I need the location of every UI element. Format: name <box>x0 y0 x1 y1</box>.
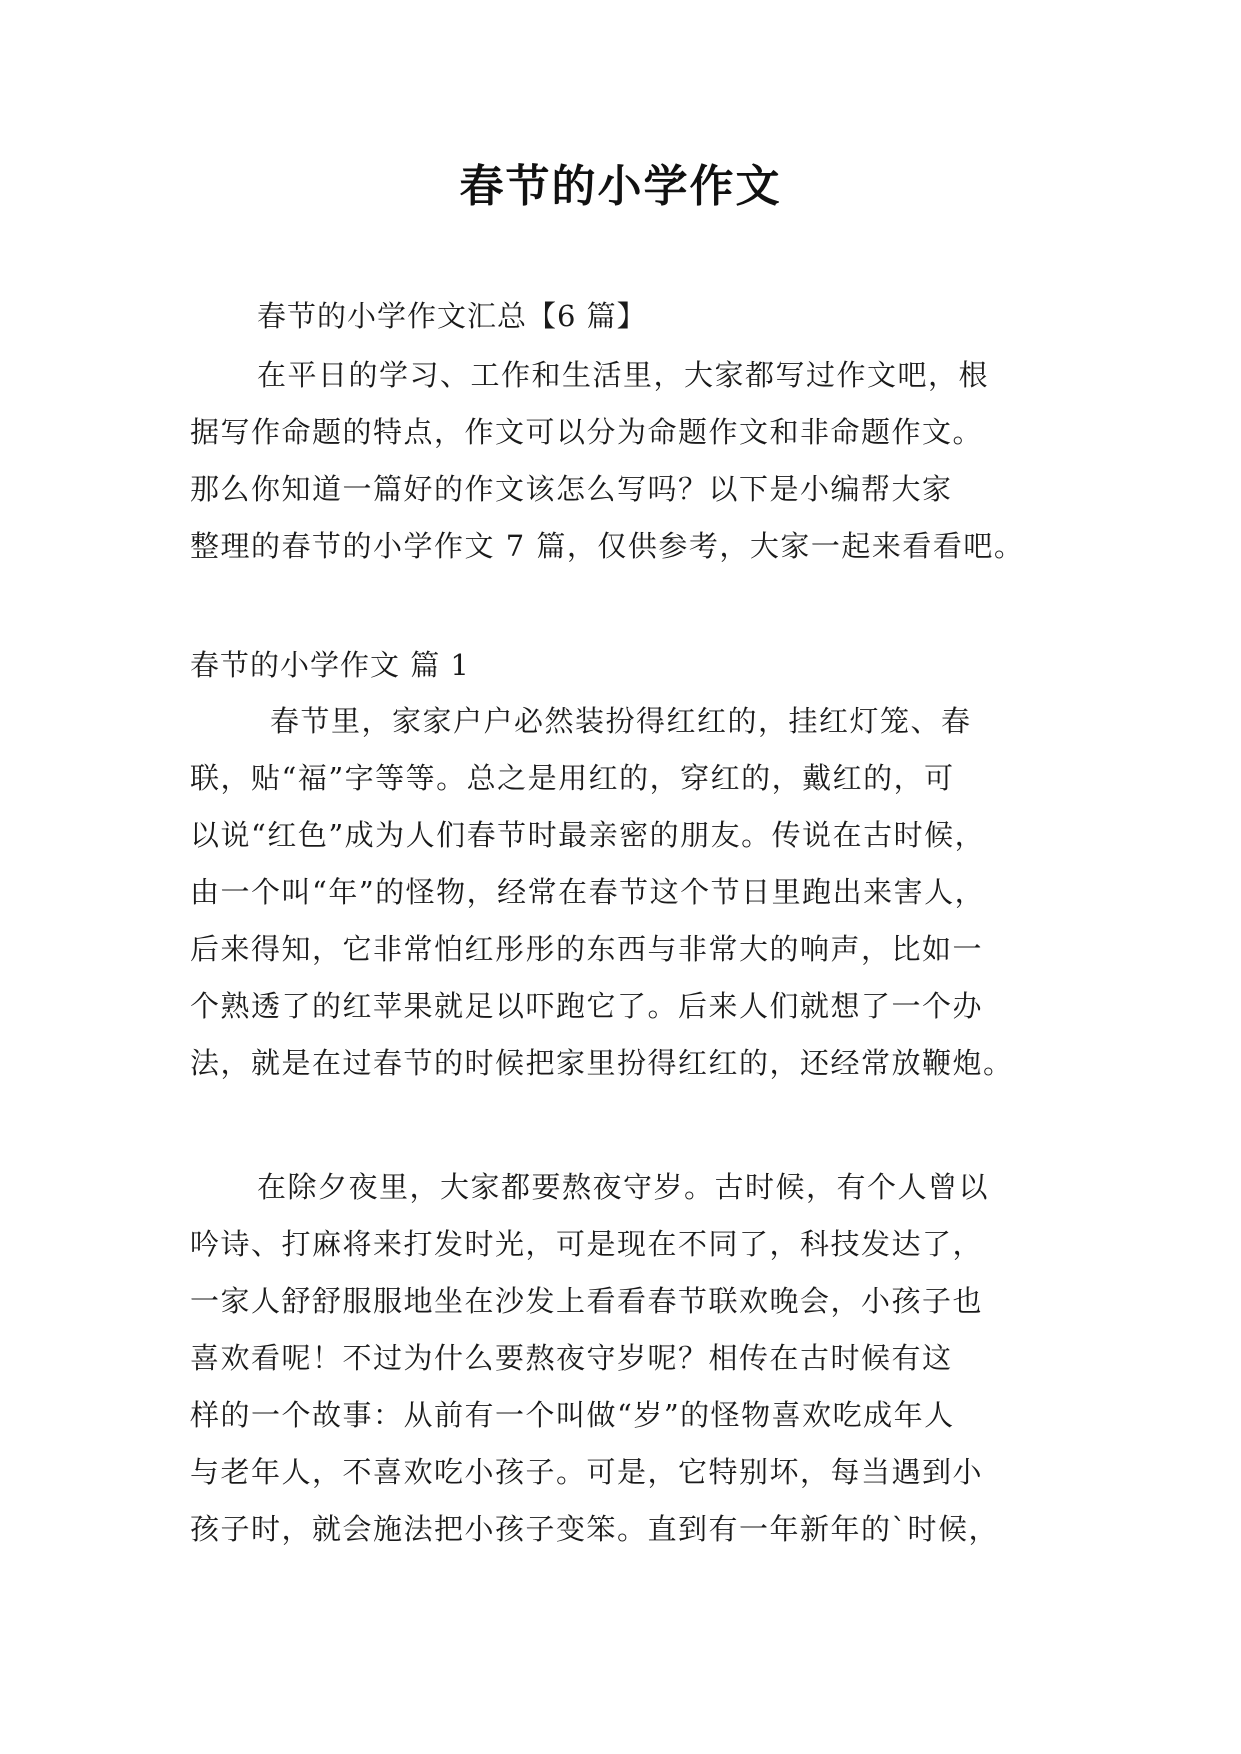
intro-line: 在平日的学习、工作和生活里，大家都写过作文吧，根 <box>257 358 990 392</box>
paragraph-line: 样的一个故事：从前有一个叫做“岁”的怪物喜欢吃成年人 <box>190 1398 955 1432</box>
paragraph-line: 法，就是在过春节的时候把家里扮得红红的，还经常放鞭炮。 <box>190 1046 1014 1080</box>
intro-line: 据写作命题的特点，作文可以分为命题作文和非命题作文。 <box>190 415 984 449</box>
paragraph-line: 与老年人，不喜欢吃小孩子。可是，它特别坏，每当遇到小 <box>190 1455 984 1489</box>
document-subtitle: 春节的小学作文汇总【6 篇】 <box>257 299 647 333</box>
paragraph-line: 联，贴“福”字等等。总之是用红的，穿红的，戴红的，可 <box>190 761 955 795</box>
paragraph-line: 吟诗、打麻将来打发时光，可是现在不同了，科技发达了， <box>190 1227 984 1261</box>
document-title: 春节的小学作文 <box>459 161 782 212</box>
paragraph-line: 以说“红色”成为人们春节时最亲密的朋友。传说在古时候， <box>190 818 986 852</box>
paragraph-line: 春节里，家家户户必然装扮得红红的，挂红灯笼、春 <box>270 704 972 738</box>
paragraph-line: 在除夕夜里，大家都要熬夜守岁。古时候，有个人曾以 <box>257 1170 990 1204</box>
paragraph-line: 孩子时，就会施法把小孩子变笨。直到有一年新年的`时候， <box>190 1512 1000 1546</box>
paragraph-line: 喜欢看呢！不过为什么要熬夜守岁呢？相传在古时候有这 <box>190 1341 953 1375</box>
section-heading: 春节的小学作文 篇 1 <box>190 648 470 682</box>
paragraph-line: 后来得知，它非常怕红彤彤的东西与非常大的响声，比如一 <box>190 932 984 966</box>
intro-line: 整理的春节的小学作文 7 篇，仅供参考，大家一起来看看吧。 <box>190 529 1025 563</box>
paragraph-line: 一家人舒舒服服地坐在沙发上看看春节联欢晚会，小孩子也 <box>190 1284 984 1318</box>
paragraph-line: 个熟透了的红苹果就足以吓跑它了。后来人们就想了一个办 <box>190 989 984 1023</box>
intro-line: 那么你知道一篇好的作文该怎么写吗？以下是小编帮大家 <box>190 472 953 506</box>
paragraph-line: 由一个叫“年”的怪物，经常在春节这个节日里跑出来害人， <box>190 875 986 909</box>
